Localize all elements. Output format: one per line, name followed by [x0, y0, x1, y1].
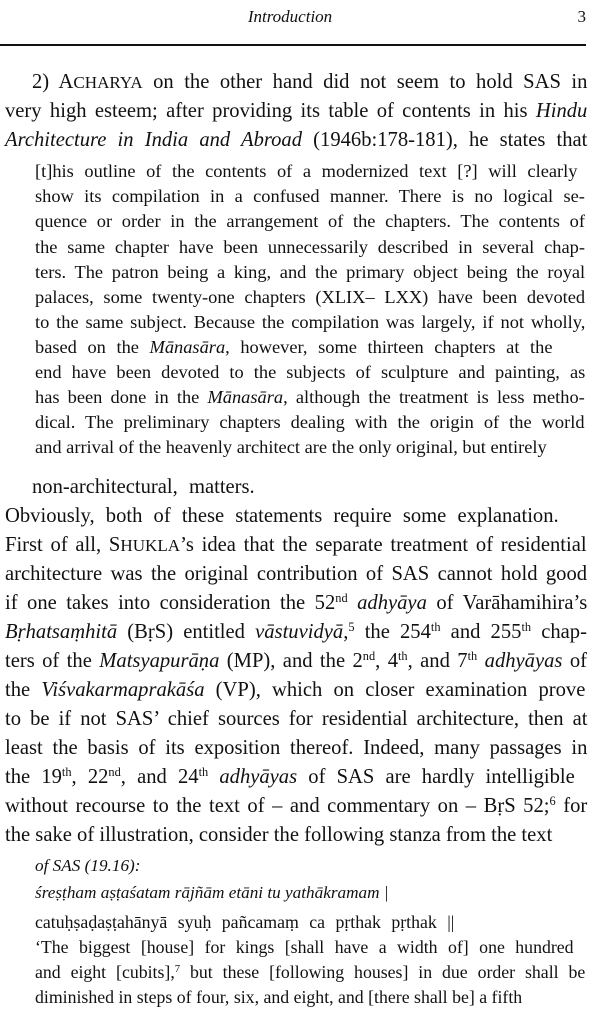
paragraph-line: Obviously, both of these statements require some explanation. — [5, 505, 559, 527]
block-quote-line: and arrival of the heavenly architect are the only original, but entirely — [35, 437, 547, 458]
paragraph-line: very high esteem; after providing its table of contents in his Hindu — [5, 100, 588, 123]
paragraph-line: non-architectural, matters. — [32, 476, 255, 499]
paragraph-line: the 19th, 22nd, and 24th adhyāyas of SAS are hardly intelligible — [5, 764, 575, 788]
verse-line: śreṣṭham aṣṭaśatam rājñām etāni tu yathākramam | — [35, 882, 389, 902]
block-quote-line: quence or order in the arrangement of the chapters. The contents of — [35, 211, 585, 232]
paragraph-line: without recourse to the text of – and commentary on – BṛS 52;$^6$ for — [5, 793, 588, 817]
paragraph-line: Bṛhatsaṃhitā (BṛS) entitled vāstuvidyā,$^5$ the 254th and 255th chap- — [5, 620, 587, 643]
paragraph-line: First of all, SHUKLA’s idea that the separate treatment of residential — [5, 533, 587, 556]
block-quote-line: has been done in the Mānasāra, although the treatment is less metho- — [35, 387, 585, 408]
block-quote-line: end have been devoted to the subjects of sculpture and painting, as — [35, 362, 586, 383]
paragraph-line: the Viśvakarmaprakāśa (VP), which on closer examination prove — [5, 678, 586, 701]
block-quote-line: based on the Mānasāra, however, some thirteen chapters at the — [35, 336, 553, 357]
block-quote-line: dical. The preliminary chapters dealing with the origin of the world — [35, 412, 585, 433]
paragraph-line: Architecture in India and Abroad (1946b:178-181), he states that — [5, 129, 588, 152]
verse-line: of SAS (19.16): — [35, 856, 141, 876]
block-quote-line: to the same subject. Because the compilation was largely, if not wholly, — [35, 311, 586, 332]
translation-line: ‘The biggest [house] for kings [shall have a width of] one hundred — [35, 936, 574, 957]
block-quote-line: the same chapter have been unnecessarily described in several chap- — [35, 236, 585, 257]
paragraph-line: 2) ACHARYA on the other hand did not seem to hold SAS in — [32, 71, 588, 94]
running-head: Introduction — [247, 7, 333, 26]
block-quote-line: show its compilation in a confused manner. There is no logical se- — [35, 186, 585, 207]
translation-line: and eight [cubits],$^7$ but these [following houses] in due order shall be — [35, 961, 586, 982]
paragraph-line: to be if not SAS’ chief sources for residential architecture, then at — [5, 707, 588, 730]
block-quote-line: [t]his outline of the contents of a modernized text [?] will clearly — [35, 161, 578, 182]
paragraph-line: architecture was the original contribution of SAS cannot hold good — [5, 562, 588, 585]
paragraph-line: if one takes into consideration the 52nd adhyāya of Varāhamihira’s — [5, 591, 588, 614]
page-number: 3 — [577, 7, 586, 26]
paragraph-line: the sake of illustration, consider the following stanza from the text — [5, 823, 553, 846]
paragraph-line: least the basis of its exposition thereof. Indeed, many passages in — [5, 736, 588, 759]
block-quote-line: ters. The patron being a king, and the primary object being the royal — [35, 261, 586, 282]
paragraph-line: ters of the Matsyapurāṇa (MP), and the 2nd, 4th, and 7th adhyāyas of — [5, 649, 587, 672]
page-header — [0, 6, 600, 30]
translation-line: diminished in steps of four, six, and eight, and [there shall be] a fifth — [35, 986, 523, 1007]
header-rule — [0, 44, 586, 46]
translation-line: catuḥṣaḍaṣṭahānyā syuḥ pañcamaṃ ca pṛthak pṛthak || — [35, 911, 455, 932]
block-quote-line: palaces, some twenty-one chapters (XLIX– LXX) have been devoted — [35, 286, 586, 307]
